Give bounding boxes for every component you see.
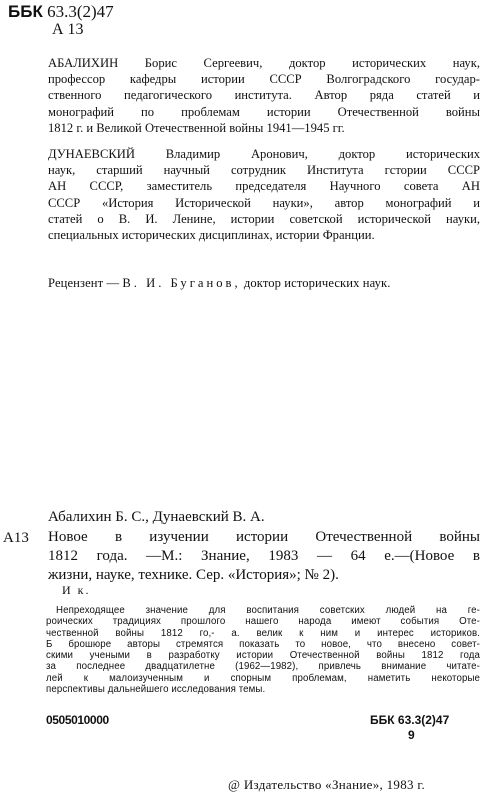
reviewer-line: [48, 276, 390, 291]
bbk-classification-bottom: ББК 63.3(2)47: [370, 713, 450, 727]
bio-line: специальных исторических дисциплинах, истории Франции.: [48, 228, 375, 243]
author-index-top: А 13: [52, 21, 84, 38]
annotation-line: роических традициях прошлого нашего народа имеют события Оте-: [46, 616, 480, 628]
bio-line: 1812 г. и Великой Отечественной войны 1941—1945 гг.: [48, 120, 345, 135]
copyright-notice: @ Издательство «Знание», 1983 г.: [228, 777, 426, 792]
bio-line: наук, старший научный сотрудник Института гстории СССР: [48, 163, 480, 178]
bio-line: ДУНАЕВСКИЙ Владимир Аронович, доктор исторических: [48, 147, 480, 161]
reviewer-suffix: доктор исторических наук.: [240, 276, 391, 290]
annotation-line: лей к малоизученным и спорным проблемам, наметить некоторые: [46, 672, 480, 684]
bio-line: СССР «История Исторической науки», автор монографий и: [48, 195, 480, 210]
bio-line: АБАЛИХИН Борис Сергеевич, доктор исторических наук,: [48, 56, 480, 70]
annotation-line: чественной войны 1812 го,- а. велик к ним и интерес историков.: [46, 627, 480, 639]
annotation-line: Непреходящее значение для воспитания советских людей на ге-: [56, 605, 480, 616]
catalog-authors: Абалихин Б. С., Дунаевский В. А.: [48, 509, 265, 525]
bio-line: ственного педагогического института. Автор ряда статей и: [48, 88, 480, 103]
catalog-line: Новое в изучении истории Отечественной войны: [48, 529, 480, 545]
annotation-line: скими учеными в разработку истории Отечественной войны 1812 года: [46, 650, 480, 662]
annotation-line: перспективы дальнейшего исследования темы.: [46, 684, 266, 696]
reviewer-name: В. И. Буганов,: [122, 276, 241, 290]
author-bio-dunaevsky: [48, 146, 480, 243]
publication-code: 0505010000: [46, 713, 109, 727]
author-bio-abalikhin: [48, 55, 480, 136]
bio-line: АН СССР, заместитель председателя Научного совета АН: [48, 179, 480, 194]
reviewer-prefix: Рецензент —: [48, 276, 123, 290]
bbk-label: ББК: [8, 2, 43, 21]
bbk-code: 63.3(2)47: [47, 2, 114, 21]
catalog-index: А13: [3, 530, 29, 546]
catalog-line: жизни, науке, технике. Сер. «История»; № 2).: [48, 567, 339, 583]
bio-line: профессор кафедры истории СССР Волгоградского государ-: [48, 72, 480, 87]
catalog-ik: И к.: [62, 583, 91, 597]
annotation-line: Б брошюре авторы стремятся показать то новое, что внесено совет-: [46, 638, 480, 650]
annotation-line: за последнее двадцатилетне (1962—1982), привлечь внимание читате-: [46, 661, 480, 673]
bbk-classification-top: [8, 2, 114, 22]
signature-number: 9: [408, 728, 415, 742]
bio-line: статей о В. И. Ленине, истории советской исторической науки,: [48, 211, 480, 226]
catalog-description: [48, 528, 480, 585]
annotation: [46, 605, 480, 695]
catalog-line: 1812 года. —М.: Знание, 1983 — 64 е.—(Новое в: [48, 548, 480, 564]
bio-line: монографий по проблемам истории Отечественной войны: [48, 104, 480, 119]
